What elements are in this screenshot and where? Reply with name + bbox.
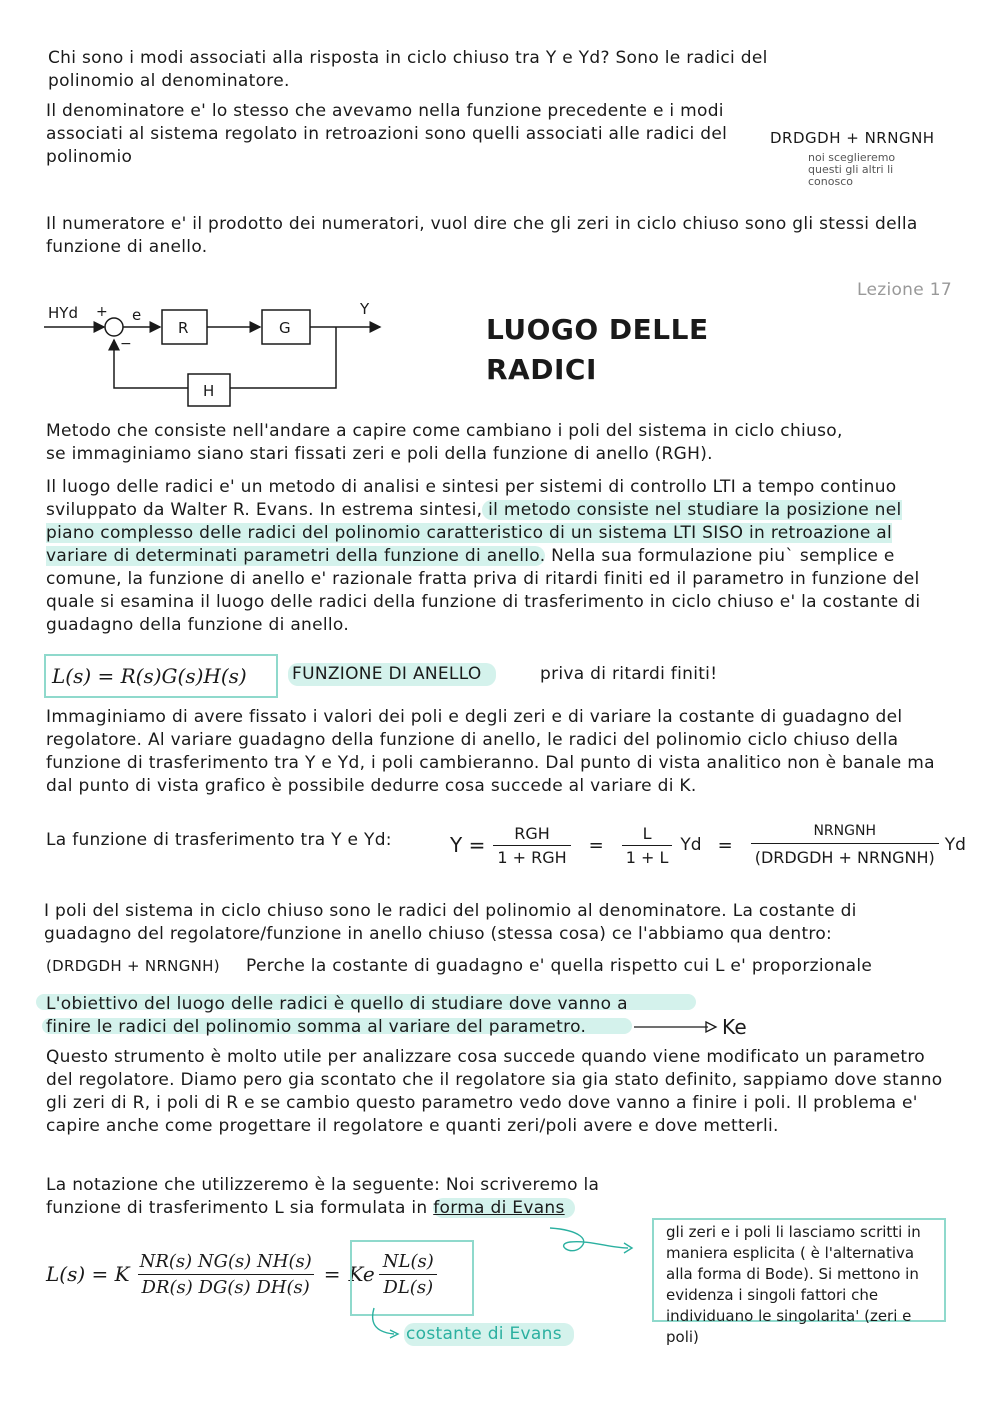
evans-constant-label: costante di Evans bbox=[404, 1323, 574, 1346]
objective-ke: Ke bbox=[722, 1015, 748, 1039]
evans-fraction-2-num: NL(s) bbox=[382, 1250, 434, 1272]
paragraph-modes: Chi sono i modi associati alla risposta in ciclo chiuso tra Y e Yd? Sono le radici del polinomio al denominatore. bbox=[48, 48, 768, 91]
diagram-output-label: Y bbox=[360, 300, 370, 318]
paragraph-method: Metodo che consiste nell'andare a capire come cambiano i poli del sistema in ciclo chiuso, se immaginiamo siano stari fissati zeri e poli della funzione di anello (RGH). bbox=[46, 421, 843, 464]
block-diagram bbox=[40, 300, 400, 410]
diagram-minus-sign: − bbox=[120, 336, 132, 352]
notation-text: La notazione che utilizzeremo è la seguente: Noi scriveremo la funzione di trasferimento L sia formulata in bbox=[46, 1175, 600, 1218]
tf-equals-1: = bbox=[588, 834, 604, 856]
tf-y: Y = bbox=[450, 833, 486, 857]
evans-highlight-text: il metodo consiste nel studiare la posizione nel piano complesso delle radici del polinomio caratteristico di un sistema LTI SISO in retroazione al variare di determinati parametri della funzione di anello. bbox=[46, 500, 902, 566]
closed-loop-poly-tail: Perche la costante di guadagno e' quella rispetto cui L e' proporzionale bbox=[246, 956, 873, 976]
objective-line-2: finire le radici del polinomio somma al variare del parametro. bbox=[46, 1017, 587, 1037]
polynomial-handwritten: DRDGDH + NRNGNH bbox=[770, 129, 935, 147]
evans-tail-text: Nella sua formulazione piu` semplice e comune, la funzione di anello e' razionale fratta priva di ritardi finiti ed il parametro in funzione del quale si esamina il luogo delle radici della funzione di trasferimento in ciclo chiuso e' la costante di guadagno della funzione di anello. bbox=[46, 546, 921, 635]
evans-fraction-2-den: DL(s) bbox=[379, 1274, 437, 1298]
closed-loop-polynomial: (DRDGDH + NRNGNH) bbox=[46, 957, 220, 975]
tf-fraction-2 bbox=[622, 824, 673, 867]
tf-fraction-3-num: NRNGNH bbox=[813, 823, 876, 839]
objective-arrow bbox=[634, 1020, 724, 1034]
tf-fraction-2-num: L bbox=[642, 823, 652, 843]
tf-fraction-1-num: RGH bbox=[514, 823, 550, 843]
evans-equals: = bbox=[323, 1262, 341, 1286]
title-line-2: RADICI bbox=[486, 353, 597, 386]
tf-fraction-3-den: (DRDGDH + NRNGNH) bbox=[751, 843, 939, 867]
tf-fraction-1-den: 1 + RGH bbox=[493, 845, 570, 867]
evans-highlight-box bbox=[350, 1240, 474, 1316]
tf-yd-1: Yd bbox=[680, 835, 702, 855]
evans-fraction-num: NR(s) NG(s) NH(s) bbox=[139, 1250, 312, 1272]
evans-intro-text: Il luogo delle radici e' un metodo di analisi e sintesi per sistemi di controllo LTI a tempo continuo sviluppato da Walter R. Evans. In estrema sintesi, bbox=[46, 477, 897, 520]
evans-constant: Ke bbox=[348, 1262, 375, 1286]
diagram-input-label: HYd bbox=[48, 304, 78, 322]
evans-label-arrow bbox=[366, 1306, 406, 1346]
block-g-label: G bbox=[279, 319, 291, 337]
paragraph-tool: Questo strumento è molto utile per analizzare cosa succede quando viene modificato un parametro del regolatore. Diamo pero gia scontato che il regolatore sia gia stato definito, sappiamo dove stanno gli zeri di R, i poli di R e se cambio questo parametro vedo dove vanno a finire i poli. Il problema e' capire anche come progettare il regolatore e quanti zeri/poli avere e dove metterli. bbox=[46, 1047, 943, 1136]
loop-note: priva di ritardi finiti! bbox=[540, 664, 718, 684]
evans-fraction-den: DR(s) DG(s) DH(s) bbox=[138, 1274, 314, 1298]
tf-fraction-1 bbox=[493, 824, 570, 867]
loop-function-label: FUNZIONE DI ANELLO bbox=[288, 663, 496, 686]
side-note-choose: noi sceglieremo questi gli altri li conosco bbox=[808, 151, 896, 188]
curly-arrow bbox=[540, 1220, 640, 1270]
evans-form-highlight: forma di Evans bbox=[433, 1198, 574, 1218]
diagram-error-label: e bbox=[132, 306, 142, 324]
paragraph-closed-loop-poles: I poli del sistema in ciclo chiuso sono le radici del polinomio al denominatore. La costante di guadagno del regolatore/funzione in anello chiuso (stessa cosa) ce l'abbiamo qua dentro: bbox=[44, 901, 857, 944]
tf-equals-2: = bbox=[717, 834, 733, 856]
tf-fraction-2-den: 1 + L bbox=[622, 845, 673, 867]
objective-line-1: L'obiettivo del luogo delle radici è quello di studiare dove vanno a bbox=[46, 994, 628, 1014]
evans-fraction bbox=[136, 1251, 316, 1298]
title-line-1: LUOGO DELLE bbox=[486, 313, 709, 346]
evans-lhs: L(s) = K bbox=[46, 1262, 130, 1286]
paragraph-numerator: Il numeratore e' il prodotto dei numeratori, vuol dire che gli zeri in ciclo chiuso sono gli stessi della funzione di anello. bbox=[46, 214, 918, 257]
block-h-label: H bbox=[203, 382, 215, 400]
lesson-label: Lezione 17 bbox=[857, 280, 952, 300]
loop-formula: L(s) = R(s)G(s)H(s) bbox=[52, 664, 247, 688]
summing-junction bbox=[105, 318, 123, 336]
page-title bbox=[486, 310, 709, 390]
loop-formula-box bbox=[44, 654, 278, 698]
block-r-label: R bbox=[178, 319, 189, 337]
diagram-plus-sign: + bbox=[96, 304, 108, 320]
paragraph-gain-variation: Immaginiamo di avere fissato i valori dei poli e degli zeri e di variare la costante di guadagno del regolatore. Al variare guadagno della funzione di anello, le radici del polinomio ciclo chiuso della funzione di trasferimento tra Y e Yd, i poli cambieranno. Dal punto di vista analitico non è banale ma dal punto di vista grafico è possibile dedurre cosa succede al variare di K. bbox=[46, 707, 935, 796]
tf-yd-2: Yd bbox=[944, 835, 966, 855]
paragraph-evans-method bbox=[46, 476, 946, 637]
tf-fraction-3 bbox=[751, 823, 939, 867]
paragraph-denominator: Il denominatore e' lo stesso che avevamo nella funzione precedente e i modi associati al sistema regolato in retroazioni sono quelli associati alle radici del polinomio bbox=[46, 101, 728, 167]
side-note-text: gli zeri e i poli li lasciamo scritti in maniera esplicita ( è l'alternativa alla forma di Bode). Si mettono in evidenza i singoli fattori che individuano le singolarita' (zeri e poli) bbox=[666, 1223, 921, 1346]
transfer-function-label: La funzione di trasferimento tra Y e Yd: bbox=[46, 830, 392, 850]
paragraph-objective bbox=[46, 993, 706, 1039]
paragraph-notation bbox=[46, 1174, 646, 1220]
transfer-function bbox=[450, 810, 966, 880]
